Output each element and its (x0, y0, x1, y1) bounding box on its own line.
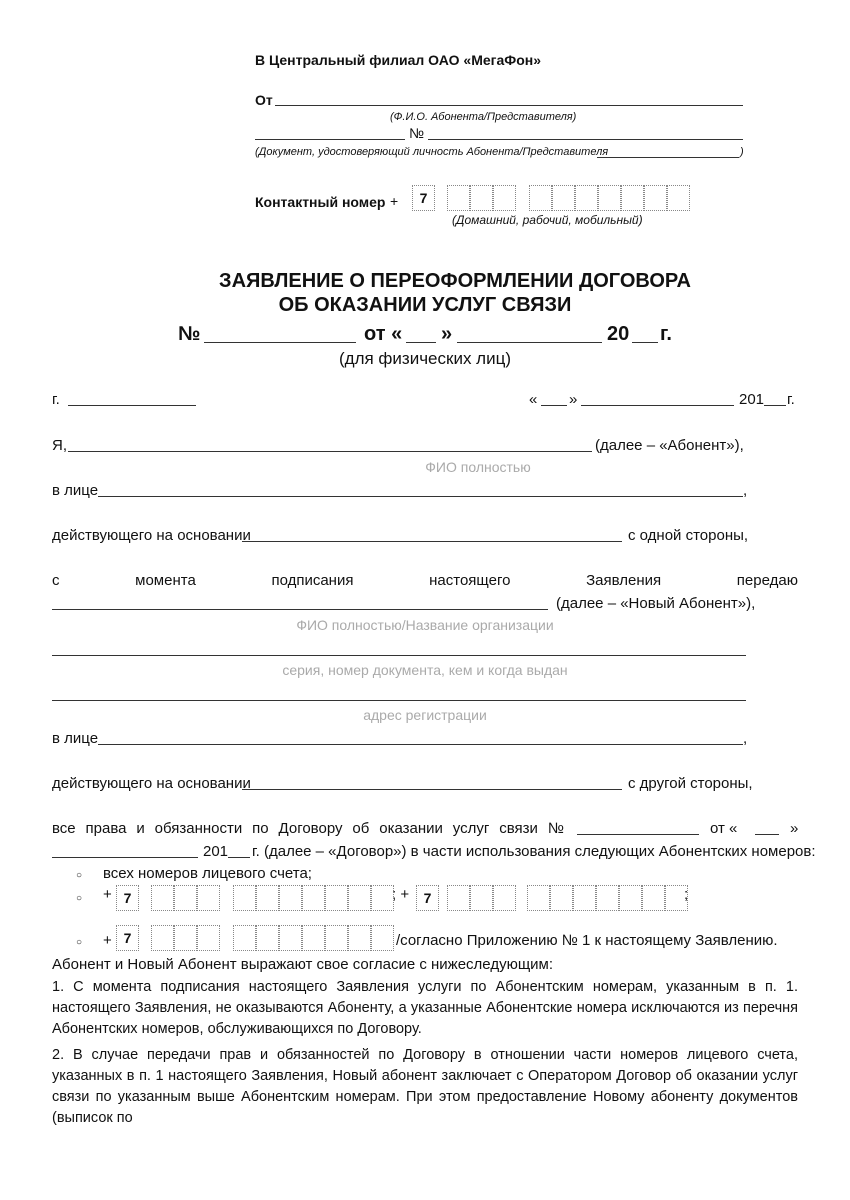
date-month-field[interactable] (581, 405, 734, 406)
option-1-digit-box[interactable] (302, 885, 325, 911)
option-1-digit-box[interactable] (151, 885, 174, 911)
option-country-code-3: 7 (116, 925, 139, 951)
rights-line-2: г. (далее – «Договор») в части использования следующих Абонентских номеров: (252, 843, 816, 860)
transfer-word: момента (135, 572, 196, 589)
contract-month-field[interactable] (52, 857, 198, 858)
option-2-digit-box[interactable] (619, 885, 642, 911)
contract-number-field[interactable] (577, 834, 699, 835)
option-3-digit-box[interactable] (151, 925, 174, 951)
option-appendix-radio[interactable]: ○ (76, 937, 83, 948)
contact-country-code: 7 (412, 185, 435, 211)
option-plus-3: + (103, 932, 112, 949)
doc-hint-field[interactable] (597, 157, 739, 158)
title-year-prefix: 20 (607, 323, 630, 345)
date-year-field[interactable] (764, 405, 786, 406)
option-3-digit-box[interactable] (302, 925, 325, 951)
title-from: от « (364, 323, 403, 345)
doc-hint: (Документ, удостоверяющий личность Абонента/Представителя (255, 146, 609, 158)
option-2-digit-box[interactable] (447, 885, 470, 911)
option-1-digit-box[interactable] (233, 885, 256, 911)
title-month-field[interactable] (457, 342, 602, 343)
contact-digit-box[interactable] (598, 185, 621, 211)
rights-word: все (52, 820, 76, 837)
date-day-field[interactable] (541, 405, 567, 406)
option-1-digit-box[interactable] (174, 885, 197, 911)
option-country-code-2: 7 (416, 885, 439, 911)
new-abonent-basis-field[interactable] (242, 789, 622, 790)
one-side-label: с одной стороны, (628, 527, 749, 544)
option-3-digit-box[interactable] (197, 925, 220, 951)
abonent-suffix: (далее – «Абонент»), (595, 437, 744, 454)
contact-digit-box[interactable] (644, 185, 667, 211)
option-2-digit-box[interactable] (470, 885, 493, 911)
option-1-digit-box[interactable] (256, 885, 279, 911)
ya-label: Я, (52, 437, 67, 454)
rights-word: Договору (278, 820, 343, 837)
rights-word: и (136, 820, 145, 837)
comma-2: , (743, 730, 748, 747)
title-year-suffix: г. (660, 323, 672, 345)
doc-number-field[interactable] (428, 139, 743, 140)
contact-plus: + (390, 193, 399, 209)
rights-word: оказании (379, 820, 443, 837)
rights-from: от « (710, 820, 738, 837)
rights-word: по (252, 820, 269, 837)
option-all-radio[interactable]: ○ (76, 870, 83, 881)
contact-hint: (Домашний, рабочий, мобильный) (452, 213, 643, 227)
doc-hint-end: ) (740, 146, 744, 158)
date-year-prefix: 201 (739, 391, 765, 408)
contact-digit-box[interactable] (575, 185, 598, 211)
doc-field-left[interactable] (255, 139, 405, 140)
abonent-representative-field[interactable] (98, 496, 743, 497)
addressee: В Центральный филиал ОАО «МегаФон» (255, 52, 542, 68)
contact-digit-box[interactable] (621, 185, 644, 211)
address-field[interactable] (52, 700, 746, 701)
city-field[interactable] (68, 405, 196, 406)
rights-word: связи (499, 820, 538, 837)
comma-1: , (743, 482, 748, 499)
option-3-digit-box[interactable] (256, 925, 279, 951)
address-hint: адрес регистрации (363, 707, 487, 723)
option-1-digit-box[interactable] (348, 885, 371, 911)
date-close: » (569, 391, 578, 408)
doc-series-field[interactable] (52, 655, 746, 656)
transfer-word: передаю (736, 572, 798, 589)
contact-digit-box[interactable] (470, 185, 493, 211)
option-plus-1: + (103, 886, 112, 903)
title-line2: ОБ ОКАЗАНИИ УСЛУГ СВЯЗИ (278, 294, 572, 316)
contract-year-prefix: 201 (203, 843, 229, 860)
transfer-line (52, 572, 798, 589)
transfer-word: с (52, 572, 60, 589)
contract-day-field[interactable] (755, 834, 779, 835)
doc-series-hint: серия, номер документа, кем и когда выдан (282, 662, 568, 678)
basis-label-1: действующего на основании (52, 527, 251, 544)
contract-year-field[interactable] (228, 857, 250, 858)
option-1-digit-box[interactable] (279, 885, 302, 911)
option-1-digit-box[interactable] (371, 885, 394, 911)
transfer-word: подписания (271, 572, 354, 589)
transfer-word: настоящего (429, 572, 511, 589)
from-hint: (Ф.И.О. Абонента/Представителя) (390, 111, 577, 123)
basis-label-2: действующего на основании (52, 775, 251, 792)
abonent-fio-field[interactable] (68, 451, 592, 452)
city-label: г. (52, 391, 60, 408)
rights-word: права (85, 820, 127, 837)
option-1-digit-box[interactable] (325, 885, 348, 911)
contact-digit-box[interactable] (529, 185, 552, 211)
contact-label: Контактный номер (255, 194, 386, 210)
transfer-word: Заявления (586, 572, 662, 589)
contact-digit-box[interactable] (493, 185, 516, 211)
consent-text: Абонент и Новый Абонент выражают свое согласие с нижеследующим: (52, 956, 554, 973)
v-lice-label-2: в лице (52, 730, 99, 747)
option-country-code-1: 7 (116, 885, 139, 911)
date-open: « (529, 391, 538, 408)
title-line1: ЗАЯВЛЕНИЕ О ПЕРЕОФОРМЛЕНИИ ДОГОВОРА (219, 270, 691, 292)
contact-digit-box[interactable] (667, 185, 690, 211)
option-1-digit-box[interactable] (197, 885, 220, 911)
abonent-basis-field[interactable] (242, 541, 622, 542)
title-quote-close: » (441, 323, 453, 345)
option-numbers-radio[interactable]: ○ (76, 893, 83, 904)
subtitle: (для физических лиц) (339, 349, 511, 368)
title-number-sign: № (178, 323, 201, 345)
v-lice-label: в лице (52, 482, 99, 499)
new-abonent-fio-field[interactable] (52, 609, 548, 610)
option-2-digit-box[interactable] (665, 885, 688, 911)
option-3-digit-box[interactable] (371, 925, 394, 951)
rights-word: услуг (452, 820, 490, 837)
option-2-digit-box[interactable] (550, 885, 573, 911)
rights-word: № (547, 820, 564, 837)
option-2-digit-box[interactable] (527, 885, 550, 911)
option-3-digit-box[interactable] (325, 925, 348, 951)
contact-digit-box[interactable] (447, 185, 470, 211)
option-2-digit-box[interactable] (642, 885, 665, 911)
option-semicolon: ; (684, 886, 689, 903)
rights-word: обязанности (154, 820, 243, 837)
option-all-label: всех номеров лицевого счета; (103, 865, 312, 882)
title-day-field[interactable] (406, 342, 436, 343)
from-label: От (255, 92, 273, 108)
title-number-field[interactable] (204, 342, 356, 343)
new-abonent-representative-field[interactable] (98, 744, 743, 745)
rights-word: об (352, 820, 370, 837)
paragraph-1: 1. С момента подписания настоящего Заявления услуги по Абонентским номерам, указанным в п. 1. настоящего Заявления, не оказываются Абоненту, а указанные Абонентские номера исключаются из перечня Абонентских номеров, обслуживающихся по Договору. (52, 979, 798, 1037)
date-year-suffix: г. (787, 391, 795, 408)
rights-line (52, 820, 564, 837)
option-3-digit-box[interactable] (233, 925, 256, 951)
other-side-label: с другой стороны, (628, 775, 753, 792)
option-3-digit-box[interactable] (348, 925, 371, 951)
option-3-digit-box[interactable] (174, 925, 197, 951)
paragraph-2: 2. В случае передачи прав и обязанностей по Договору в отношении части номеров лицевого счета, указанных в п. 1 настоящего Заявления, Новый абонент заключает с Оператором Договор об оказании услуг связи по указанным выше Абонентским номерам. При этом предоставление Новому абоненту документов (выписок по (52, 1047, 798, 1126)
title-year-field[interactable] (632, 342, 658, 343)
option-appendix-label: /согласно Приложению № 1 к настоящему Заявлению. (396, 932, 778, 949)
option-2-digit-box[interactable] (493, 885, 516, 911)
option-semicolon-plus: ; + (392, 886, 410, 903)
option-3-digit-box[interactable] (279, 925, 302, 951)
abonent-fio-hint: ФИО полностью (425, 459, 531, 475)
doc-number-sign: № (409, 125, 425, 141)
new-abonent-fio-hint: ФИО полностью/Название организации (296, 617, 554, 633)
rights-quote-close: » (790, 820, 799, 837)
contact-digit-box[interactable] (552, 185, 575, 211)
new-abonent-suffix: (далее – «Новый Абонент»), (556, 595, 756, 612)
from-field[interactable] (275, 105, 743, 106)
option-2-digit-box[interactable] (573, 885, 596, 911)
option-2-digit-box[interactable] (596, 885, 619, 911)
